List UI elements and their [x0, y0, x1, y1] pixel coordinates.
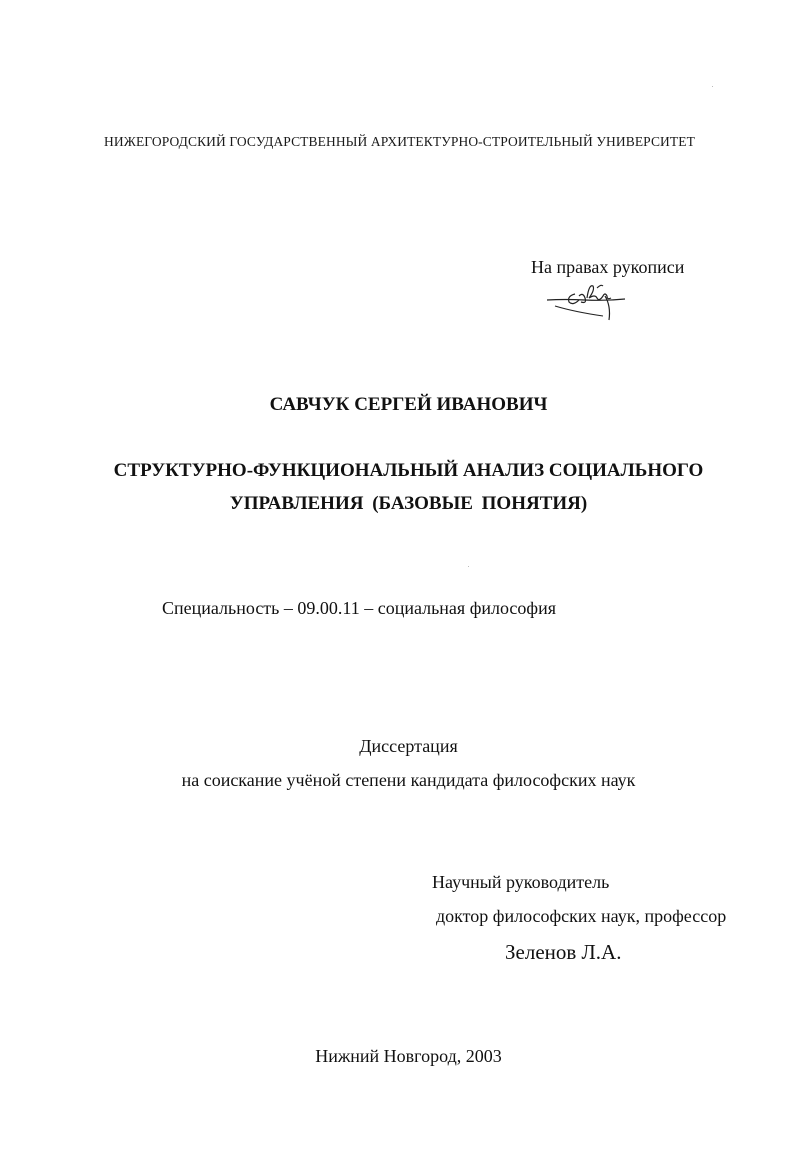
dissertation-title-line-2: УПРАВЛЕНИЯ (БАЗОВЫЕ ПОНЯТИЯ) — [229, 493, 588, 514]
place-and-year: Нижний Новгород, 2003 — [315, 1046, 502, 1066]
scan-speck — [712, 86, 713, 87]
dissertation-label: Диссертация — [359, 736, 458, 756]
dissertation-degree: на соискание учёной степени кандидата философских наук — [181, 770, 636, 790]
specialty: Специальность – 09.00.11 – социальная философия — [162, 598, 556, 618]
author-signature — [545, 282, 635, 326]
supervisor-rank: доктор философских наук, профессор — [436, 906, 727, 926]
institution-name: НИЖЕГОРОДСКИЙ ГОСУДАРСТВЕННЫЙ АРХИТЕКТУРНО-СТРОИТЕЛЬНЫЙ УНИВЕРСИТЕТ — [104, 134, 695, 149]
supervisor-name: Зеленов Л.А. — [505, 940, 622, 964]
dissertation-title-line-1: СТРУКТУРНО-ФУНКЦИОНАЛЬНЫЙ АНАЛИЗ СОЦИАЛЬНОГО — [113, 460, 704, 481]
scan-speck — [468, 566, 469, 567]
author-name: САВЧУК СЕРГЕЙ ИВАНОВИЧ — [269, 394, 548, 415]
supervisor-label: Научный руководитель — [432, 872, 610, 892]
manuscript-rights-note: На правах рукописи — [531, 257, 685, 277]
